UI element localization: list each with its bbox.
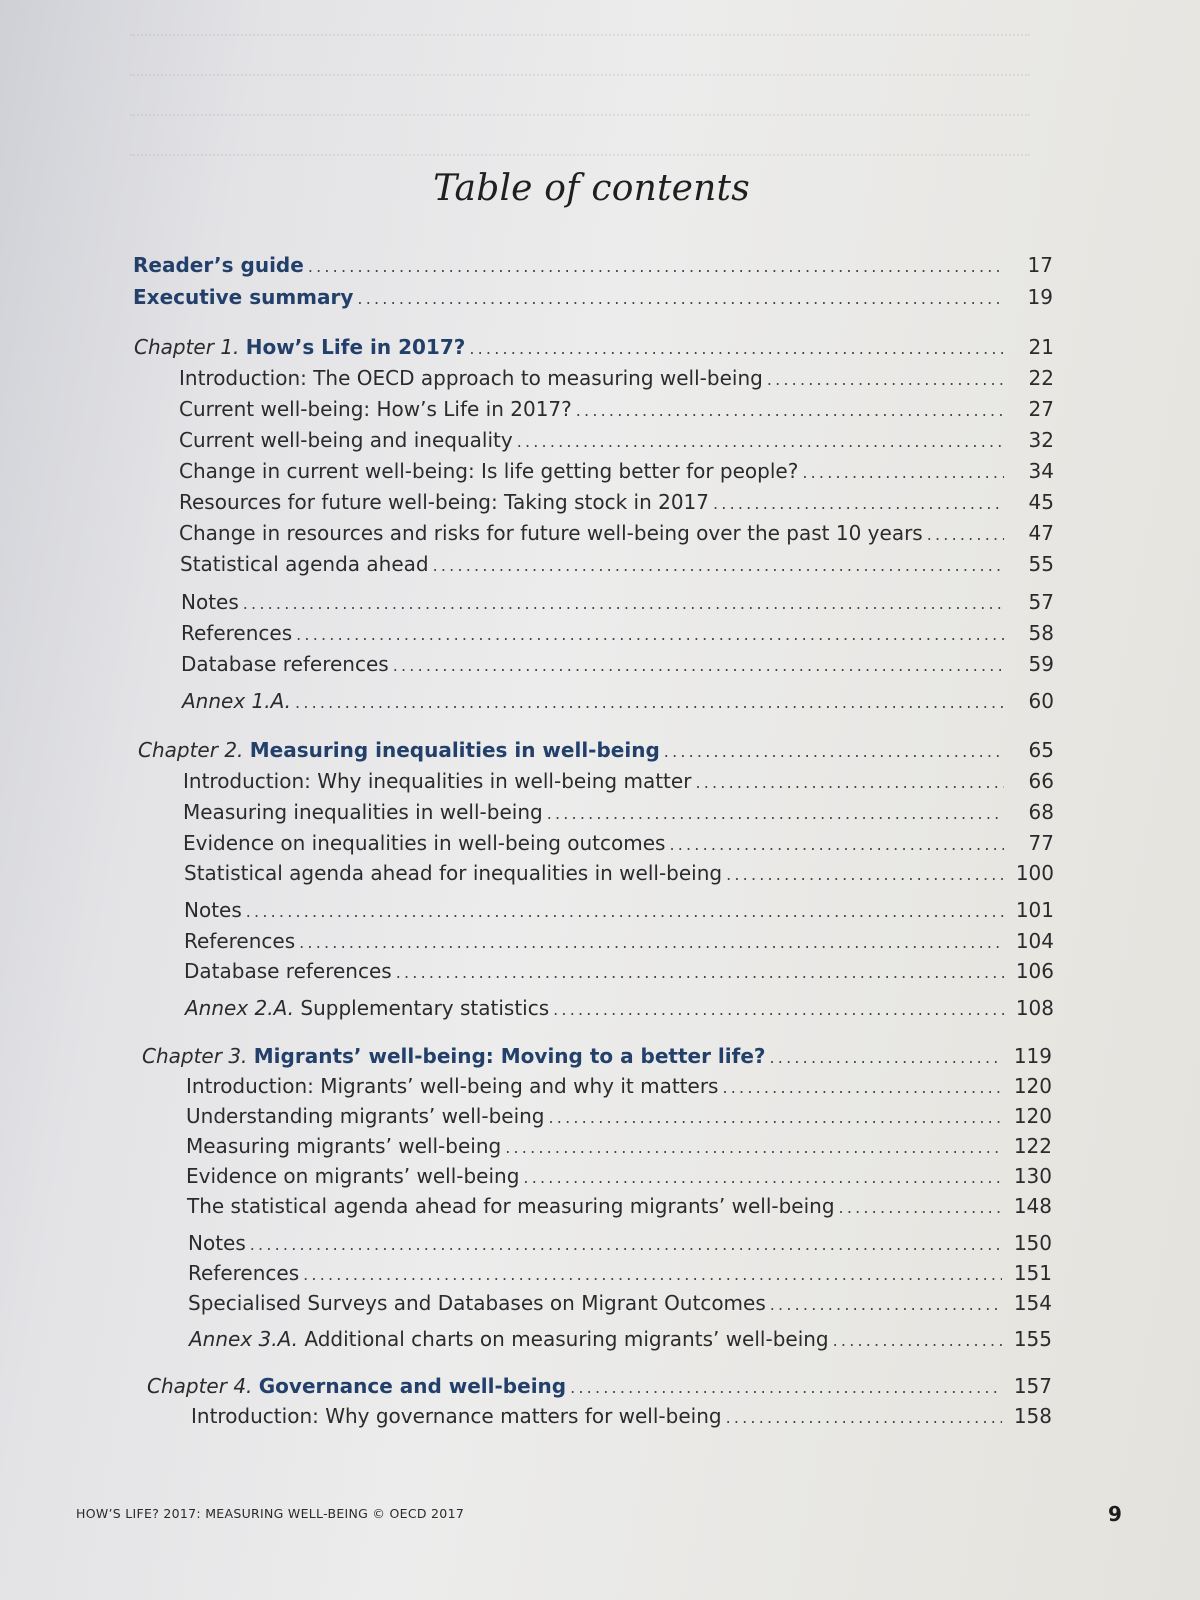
toc-entry[interactable] (186, 1073, 1052, 1101)
dot-leader (469, 336, 1004, 362)
entry-title: Reader’s guide (133, 253, 304, 277)
entry-page: 120 (1013, 1104, 1052, 1128)
entry-title: Introduction: Why governance matters for well-being (191, 1404, 722, 1428)
entry-page: 55 (1028, 552, 1054, 576)
entry-title: Statistical agenda ahead (180, 552, 429, 576)
entry-page: 60 (1028, 689, 1054, 713)
dot-leader (839, 1195, 1002, 1221)
entry-page: 100 (1015, 861, 1054, 885)
annex-prefix: Annex 1.A. (182, 689, 292, 713)
entry-page: 21 (1028, 335, 1054, 359)
entry-title: Notes (184, 898, 242, 922)
entry-title: Evidence on migrants’ well-being (186, 1164, 520, 1188)
entry-title: Database references (181, 652, 389, 676)
dot-leader (549, 1105, 1003, 1131)
entry-page: 58 (1028, 621, 1054, 645)
annex-prefix: Annex 2.A. (185, 996, 301, 1020)
entry-page: 66 (1028, 769, 1054, 793)
entry-title: Change in current well-being: Is life getting better for people? (179, 459, 799, 483)
toc-entry-chapter-4[interactable] (147, 1373, 1052, 1401)
entry-page: 22 (1028, 366, 1054, 390)
toc-entry[interactable] (186, 1163, 1052, 1191)
entry-title: Current well-being and inequality (179, 428, 513, 452)
dot-leader (770, 1292, 1002, 1318)
dot-leader (722, 1075, 1002, 1101)
toc-entry[interactable] (179, 458, 1054, 486)
entry-page: 59 (1028, 652, 1054, 676)
entry-page: 151 (1013, 1261, 1052, 1285)
dot-leader (357, 286, 1003, 312)
dot-leader (505, 1135, 1002, 1161)
toc-entry-references[interactable] (181, 620, 1054, 648)
entry-title: How’s Life in 2017? (245, 335, 466, 359)
dot-leader (433, 553, 1004, 579)
dot-leader (299, 930, 1004, 956)
toc-entry[interactable] (188, 1290, 1052, 1318)
dot-leader (770, 1045, 1002, 1071)
dot-leader (308, 254, 1003, 280)
entry-page: 157 (1013, 1374, 1052, 1398)
annex-prefix: Annex 3.A. (189, 1327, 305, 1351)
entry-title: The statistical agenda ahead for measuring migrants’ well-being (187, 1194, 835, 1218)
entry-title: Resources for future well-being: Taking stock in 2017 (179, 490, 709, 514)
dot-leader (664, 739, 1004, 765)
entry-title: Notes (188, 1231, 246, 1255)
dot-leader (726, 1405, 1002, 1431)
entry-title: References (184, 929, 296, 953)
entry-title: References (188, 1261, 300, 1285)
entry-page: 119 (1013, 1044, 1052, 1068)
entry-title: Statistical agenda ahead for inequalities in well-being (184, 861, 723, 885)
entry-page: 158 (1013, 1404, 1052, 1428)
entry-title: Specialised Surveys and Databases on Migrant Outcomes (188, 1291, 766, 1315)
entry-title: Introduction: Migrants’ well-being and why it matters (186, 1074, 719, 1098)
entry-page: 150 (1013, 1231, 1052, 1255)
dot-leader (669, 832, 1004, 858)
toc-entry[interactable] (186, 1133, 1052, 1161)
dot-leader (517, 429, 1004, 455)
dot-leader (927, 522, 1004, 548)
dot-leader (570, 1375, 1002, 1401)
dot-leader (553, 997, 1004, 1023)
entry-page: 154 (1013, 1291, 1052, 1315)
toc-entry[interactable] (179, 365, 1054, 393)
toc-entry[interactable] (179, 489, 1054, 517)
entry-page: 47 (1028, 521, 1054, 545)
entry-page: 45 (1028, 490, 1054, 514)
entry-page: 101 (1015, 898, 1054, 922)
toc-entry-annex[interactable] (185, 995, 1054, 1023)
dot-leader (695, 770, 1004, 796)
entry-title: Database references (184, 959, 392, 983)
entry-title: Governance and well-being (258, 1374, 567, 1398)
dot-leader (303, 1262, 1002, 1288)
entry-title: Notes (181, 590, 239, 614)
entry-page: 65 (1028, 738, 1054, 762)
toc-entry[interactable] (187, 1193, 1052, 1221)
toc-entry[interactable] (179, 520, 1054, 548)
entry-page: 34 (1028, 459, 1054, 483)
entry-page: 57 (1028, 590, 1054, 614)
dot-leader (523, 1165, 1002, 1191)
dot-leader (393, 653, 1004, 679)
toc-entry-database-references[interactable] (181, 651, 1054, 679)
entry-title: Executive summary (133, 285, 354, 309)
entry-page: 77 (1028, 831, 1054, 855)
dot-leader (576, 398, 1004, 424)
entry-title: Introduction: Why inequalities in well-being matter (183, 769, 692, 793)
toc-entry-references[interactable] (188, 1260, 1052, 1288)
toc-entry[interactable] (186, 1103, 1052, 1131)
entry-title: Supplementary statistics (300, 996, 550, 1020)
dot-leader (396, 960, 1004, 986)
toc-entry[interactable] (183, 799, 1054, 827)
entry-page: 148 (1013, 1194, 1052, 1218)
entry-title: Change in resources and risks for future well-being over the past 10 years (179, 521, 923, 545)
chapter-prefix: Chapter 3. (142, 1044, 254, 1068)
entry-page: 32 (1028, 428, 1054, 452)
entry-title: Understanding migrants’ well-being (186, 1104, 545, 1128)
toc-entry-chapter-3[interactable] (142, 1043, 1052, 1071)
toc-entry-chapter-2[interactable] (138, 737, 1054, 765)
entry-title: References (181, 621, 293, 645)
entry-page: 19 (1027, 285, 1053, 309)
toc-entry[interactable] (191, 1403, 1052, 1431)
toc-entry[interactable] (180, 551, 1054, 579)
toc-entry[interactable] (184, 860, 1054, 888)
entry-page: 68 (1028, 800, 1054, 824)
dot-leader (246, 899, 1004, 925)
entry-title: Introduction: The OECD approach to measuring well-being (179, 366, 763, 390)
toc-entry[interactable] (179, 427, 1054, 455)
dot-leader (250, 1232, 1002, 1258)
dot-leader (296, 622, 1004, 648)
dot-leader (767, 367, 1004, 393)
chapter-prefix: Chapter 1. (134, 335, 246, 359)
page-number: 9 (1108, 1502, 1122, 1526)
toc-entry[interactable] (183, 830, 1054, 858)
entry-title: Measuring migrants’ well-being (186, 1134, 502, 1158)
toc-entry[interactable] (183, 768, 1054, 796)
dot-leader (713, 491, 1004, 517)
dot-leader (243, 591, 1004, 617)
entry-title: Current well-being: How’s Life in 2017? (179, 397, 572, 421)
toc-entry-references[interactable] (184, 928, 1054, 956)
entry-page: 27 (1028, 397, 1054, 421)
toc-entry-annex[interactable] (182, 688, 1054, 716)
toc-entry-annex[interactable] (189, 1326, 1052, 1354)
page-footer: HOW’S LIFE? 2017: MEASURING WELL-BEING © OECD 2017 (76, 1506, 465, 1521)
entry-title: Evidence on inequalities in well-being outcomes (183, 831, 666, 855)
chapter-prefix: Chapter 4. (147, 1374, 259, 1398)
dot-leader (726, 862, 1004, 888)
entry-page: 130 (1013, 1164, 1052, 1188)
toc-entry-notes[interactable] (188, 1230, 1052, 1258)
page-title: Table of contents (433, 168, 750, 209)
entry-page: 155 (1013, 1327, 1052, 1351)
dot-leader (802, 460, 1004, 486)
toc-entry-executive-summary[interactable] (133, 284, 1053, 312)
dot-leader (547, 801, 1004, 827)
toc-entry-notes[interactable] (184, 897, 1054, 925)
entry-page: 104 (1015, 929, 1054, 953)
entry-page: 120 (1013, 1074, 1052, 1098)
entry-page: 17 (1027, 253, 1053, 277)
toc-entry[interactable] (179, 396, 1054, 424)
entry-title: Measuring inequalities in well-being (249, 738, 660, 762)
entry-title: Migrants’ well-being: Moving to a better life? (253, 1044, 766, 1068)
toc-entry-database-references[interactable] (184, 958, 1054, 986)
entry-page: 108 (1015, 996, 1054, 1020)
toc-entry-chapter-1[interactable] (134, 334, 1054, 362)
dot-leader (295, 690, 1004, 716)
entry-title: Measuring inequalities in well-being (183, 800, 543, 824)
toc-entry-notes[interactable] (181, 589, 1054, 617)
toc-entry-readers-guide[interactable] (133, 252, 1053, 280)
dot-leader (833, 1328, 1002, 1354)
chapter-prefix: Chapter 2. (138, 738, 250, 762)
entry-title: Additional charts on measuring migrants’ well-being (304, 1327, 829, 1351)
entry-page: 106 (1015, 959, 1054, 983)
entry-page: 122 (1013, 1134, 1052, 1158)
